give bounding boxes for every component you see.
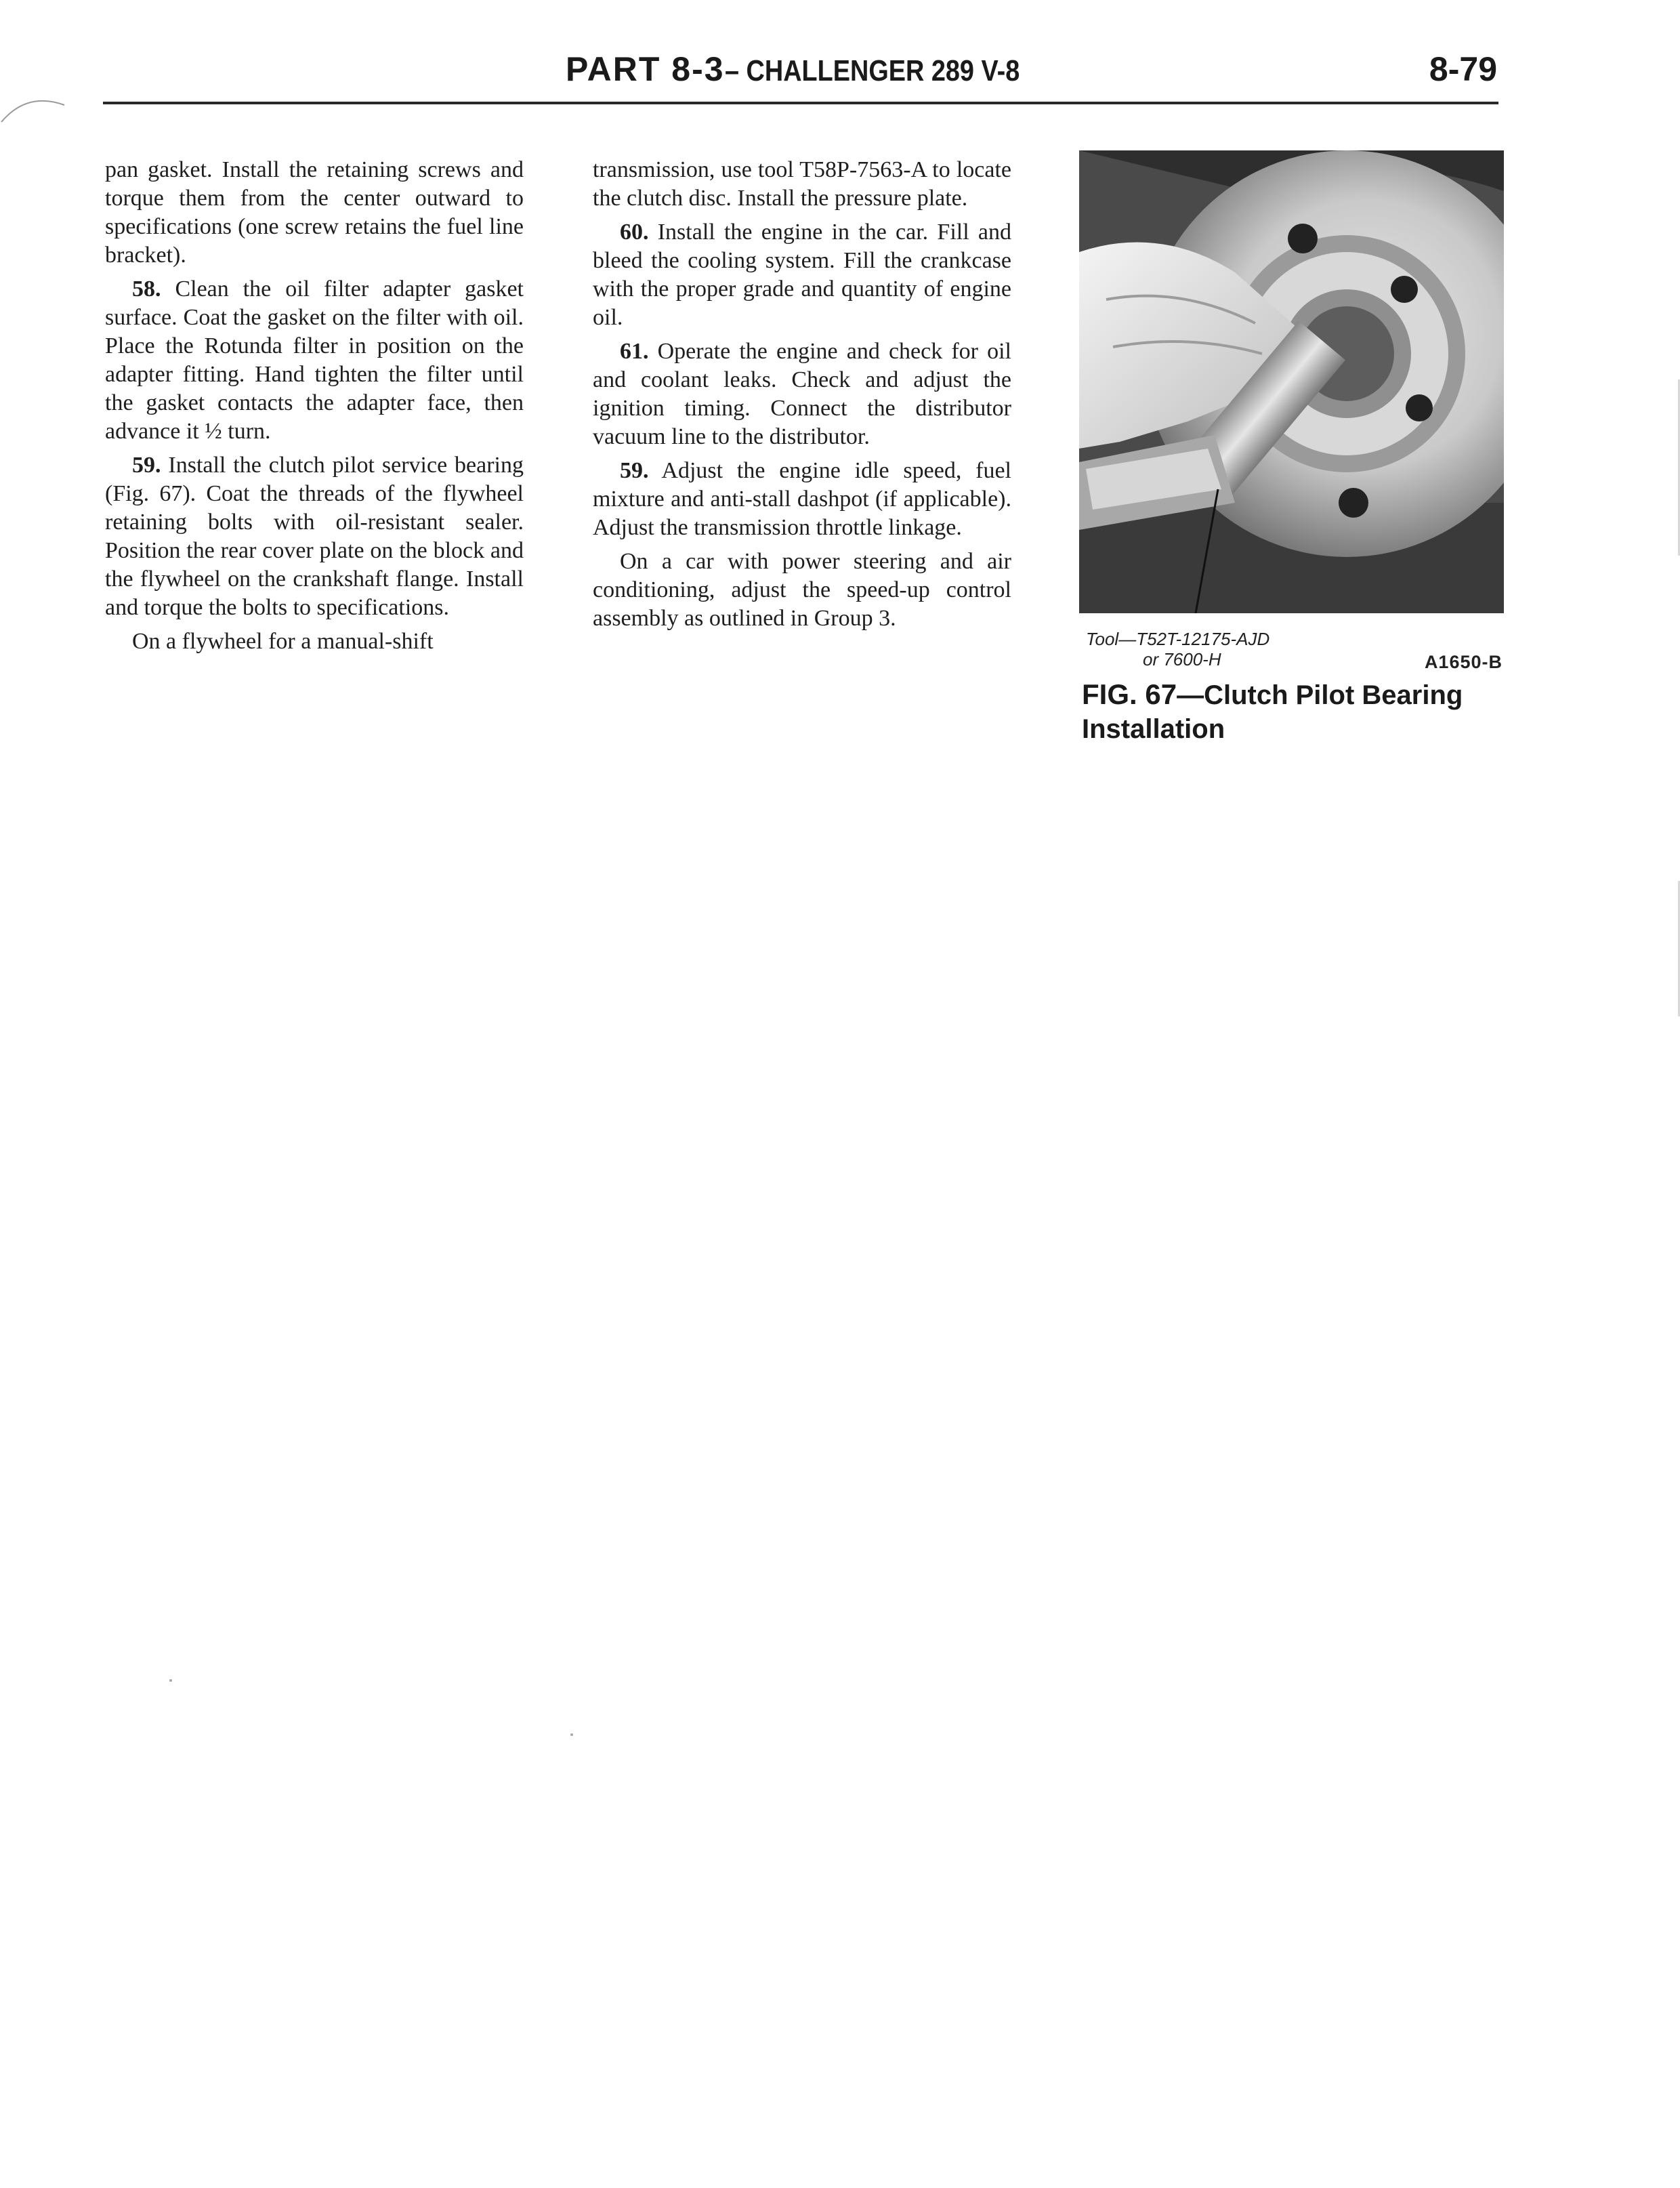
figure-caption (1082, 678, 1515, 746)
step-text: Adjust the engine idle speed, fuel mixture and anti-stall dashpot (if applicable). Adjust the transmission throttle linkage. (593, 458, 1011, 540)
step-text: Clean the oil filter adapter gasket surface. Coat the gasket on the filter with oil. Place the Rotunda filter in position on the adapter fitting. Hand tighten the filter until the gasket contacts the adapter face, then advance it ½ turn. (105, 276, 524, 444)
tool-label-line1: Tool—T52T-12175-AJD (1086, 629, 1270, 649)
paragraph: transmission, use tool T58P-7563-A to locate the clutch disc. Install the pressure plate. (593, 157, 1011, 211)
paragraph: pan gasket. Install the retaining screws and torque them from the center outward to specifications (one screw retains the fuel line bracket). (105, 157, 524, 268)
scan-speck (570, 1733, 573, 1736)
paragraph-step-58 (105, 275, 524, 446)
step-number: 61. (620, 339, 649, 364)
paragraph-step-59 (105, 451, 524, 622)
paragraph-step-61 (593, 337, 1011, 451)
paragraph: On a car with power steering and air conditioning, adjust the speed-up control assembly as outlined in Group 3. (593, 549, 1011, 631)
step-text: Install the clutch pilot service bearing (Fig. 67). Coat the threads of the flywheel retaining bolts with oil-resistant sealer. Position the rear cover plate on the block and the flywheel on the crankshaft flange. Install and torque the bolts to specifications. (105, 453, 524, 620)
step-text: Operate the engine and check for oil and coolant leaks. Check and adjust the ignition timing. Connect the distributor vacuum line to the distributor. (593, 339, 1011, 449)
figure-number: FIG. 67 (1082, 678, 1177, 710)
scan-corner-mark (0, 88, 75, 129)
header-part: PART 8-3 (566, 50, 725, 88)
step-number: 59. (132, 453, 161, 478)
step-number: 60. (620, 220, 649, 245)
figure-photo-clutch-pilot-bearing (1079, 150, 1504, 613)
paragraph-step-59b (593, 457, 1011, 542)
text-column-left (105, 156, 524, 661)
paragraph-step-60 (593, 218, 1011, 332)
scan-speck (169, 1679, 172, 1682)
figure-caption-text: —Clutch Pilot Bearing Installation (1082, 680, 1463, 744)
step-text: Install the engine in the car. Fill and bleed the cooling system. Fill the crankcase with the proper grade and quantity of engine oil. (593, 220, 1011, 330)
figure-code: A1650-B (1424, 652, 1503, 672)
page-number: 8-79 (1429, 50, 1497, 88)
header-rule (103, 102, 1498, 104)
step-number: 59. (620, 458, 649, 483)
tool-label-line2: or 7600-H (1143, 649, 1221, 669)
header-section: – CHALLENGER 289 V-8 (724, 54, 1020, 87)
page-header-title (566, 49, 1068, 91)
step-number: 58. (132, 276, 161, 302)
paragraph: On a flywheel for a manual-shift (132, 629, 434, 654)
tool-callout-label (1086, 629, 1269, 669)
text-column-middle (593, 156, 1011, 638)
